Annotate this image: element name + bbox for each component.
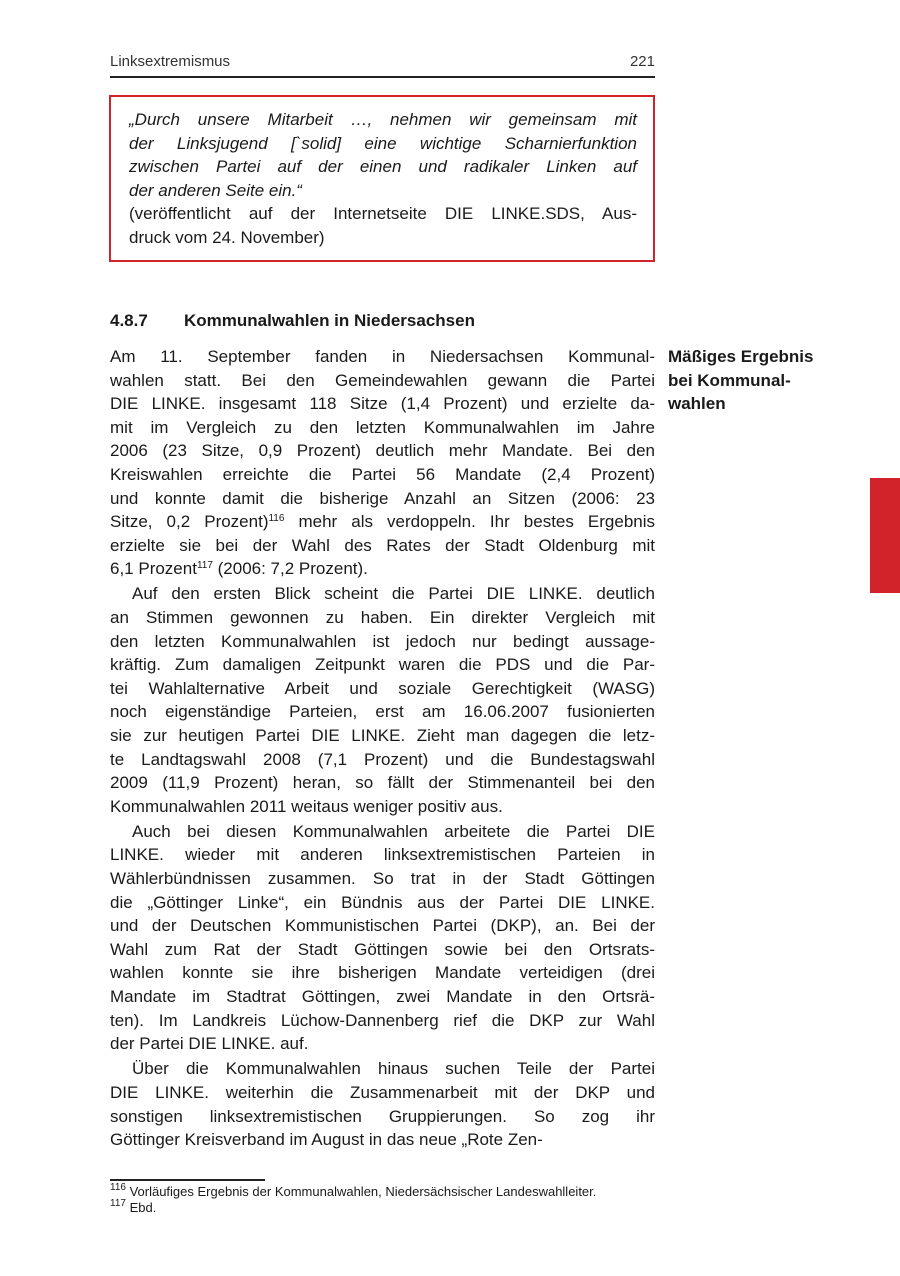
section-number: 4.8.7 (110, 311, 148, 330)
footnote-text: Ebd. (125, 1200, 157, 1215)
footnote-number: 117 (110, 1198, 126, 1209)
text-line: Wählerbündnissen zusammen. So trat in der Stadt Göttingen (110, 869, 655, 889)
text-line: Am 11. September fanden in Niedersachsen Kommunal- (110, 347, 655, 366)
text-line: den letzten Kommunalwahlen ist jedoch nur bedingt aussage- (110, 631, 655, 651)
paragraph (110, 820, 655, 1056)
text-line: Auch bei diesen Kommunalwahlen arbeitete die Partei DIE (132, 821, 655, 841)
margin-note-line: bei Kommunal- (668, 370, 791, 390)
quote-box (109, 95, 655, 262)
section-heading (110, 311, 475, 331)
footnote-text: Vorläufiges Ergebnis der Kommunalwahlen, Niedersächsischer Landeswahlleiter. (125, 1184, 597, 1199)
text-line: sie zur heutigen Partei DIE LINKE. Zieht man dagegen die letz- (110, 726, 655, 745)
text-line: kräftig. Zum damaligen Zeitpunkt waren die PDS und die Par- (110, 655, 655, 675)
text-line: ten). Im Landkreis Lüchow-Dannenberg rief die DKP zur Wahl (110, 1010, 655, 1030)
body-text (110, 345, 655, 1153)
header-rule (110, 76, 655, 78)
header-title: Linksextremismus (110, 53, 231, 70)
text-run: 6,1 Prozent (110, 559, 197, 579)
text-line: DIE LINKE. weiterhin die Zusammenarbeit mit der DKP und (110, 1082, 655, 1102)
margin-note-line: wahlen (668, 394, 726, 414)
paragraph (110, 1057, 655, 1151)
footnote-rule (110, 1179, 265, 1181)
footnotes (110, 1184, 596, 1216)
margin-note (668, 345, 813, 416)
text-line: mit im Vergleich zu den letzten Kommunalwahlen im Jahre (110, 417, 655, 437)
quote-line: zwischen Partei auf der einen und radikaler Linken auf (129, 157, 637, 177)
text-line: te Landtagswahl 2008 (7,1 Prozent) und die Bundestagswahl (110, 749, 655, 769)
text-line: erzielte sie bei der Wahl des Rates der Stadt Oldenburg mit (110, 535, 655, 555)
text-line: und konnte damit die bisherige Anzahl an Sitzen (2006: 23 (110, 488, 655, 508)
quote-line: „Durch unsere Mitarbeit …, nehmen wir gemeinsam mit (129, 110, 637, 129)
text-run: (2006: 7,2 Prozent). (212, 559, 368, 579)
text-line: Göttinger Kreisverband im August in das neue „Rote Zen- (110, 1130, 543, 1150)
text-line: Über die Kommunalwahlen hinaus suchen Teile der Partei (132, 1059, 655, 1079)
text-line: Wahl zum Rat der Stadt Göttingen sowie bei den Ortsrats- (110, 939, 655, 959)
quote-line: der Linksjugend [`solid] eine wichtige Scharnierfunktion (129, 133, 637, 153)
footnote-ref-117: 117 (196, 560, 213, 572)
page-number: 221 (629, 53, 655, 70)
text-run: Sitze, 0,2 Prozent) (110, 512, 269, 532)
footnote-116 (110, 1184, 596, 1200)
quote-line: der anderen Seite ein.“ (129, 180, 302, 200)
paragraph (110, 345, 655, 581)
text-line: wahlen konnte sie ihre bisherigen Mandate verteidigen (drei (110, 963, 655, 983)
footnote-117 (110, 1200, 596, 1216)
text-line: DIE LINKE. insgesamt 118 Sitze (1,4 Prozent) und erzielte da- (110, 394, 655, 414)
text-run: mehr als verdoppeln. Ihr bestes Ergebnis (284, 512, 656, 532)
text-line: Kreiswahlen erreichte die Partei 56 Mandate (2,4 Prozent) (110, 464, 655, 484)
footnote-number: 116 (110, 1182, 126, 1193)
running-header (110, 53, 655, 70)
text-line: LINKE. wieder mit anderen linksextremistischen Parteien in (110, 845, 655, 865)
quote-source-line: druck vom 24. November) (129, 227, 325, 247)
text-line: 2006 (23 Sitze, 0,9 Prozent) deutlich mehr Mandate. Bei den (110, 441, 655, 461)
text-line: Kommunalwahlen 2011 weitaus weniger positiv aus. (110, 796, 503, 816)
text-line: Mandate im Stadtrat Göttingen, zwei Mandate in den Ortsrä- (110, 987, 655, 1007)
text-line (110, 557, 655, 581)
text-line: 2009 (11,9 Prozent) heran, so fällt der Stimmenanteil bei den (110, 773, 655, 793)
text-line: der Partei DIE LINKE. auf. (110, 1034, 309, 1054)
text-line (110, 510, 655, 534)
text-line: und der Deutschen Kommunistischen Partei (DKP), an. Bei der (110, 916, 655, 936)
section-title: Kommunalwahlen in Niedersachsen (184, 311, 475, 330)
margin-note-line: Mäßiges Ergebnis (668, 347, 814, 366)
quote-source-line: (veröffentlicht auf der Internetseite DIE LINKE.SDS, Aus- (129, 204, 637, 224)
text-line: an Stimmen gewonnen zu haben. Ein direkter Vergleich mit (110, 608, 655, 628)
text-line: die „Göttinger Linke“, ein Bündnis aus der Partei DIE LINKE. (110, 892, 655, 912)
text-line: sonstigen linksextremistischen Gruppierungen. So zog ihr (110, 1106, 655, 1126)
text-line: tei Wahlalternative Arbeit und soziale Gerechtigkeit (WASG) (110, 678, 655, 698)
text-line: wahlen statt. Bei den Gemeindewahlen gewann die Partei (110, 370, 655, 390)
chapter-tab-marker (870, 478, 900, 593)
text-line: noch eigenständige Parteien, erst am 16.06.2007 fusionierten (110, 702, 655, 722)
text-line: Auf den ersten Blick scheint die Partei DIE LINKE. deutlich (132, 584, 655, 604)
footnote-ref-116: 116 (268, 513, 285, 525)
paragraph (110, 582, 655, 818)
